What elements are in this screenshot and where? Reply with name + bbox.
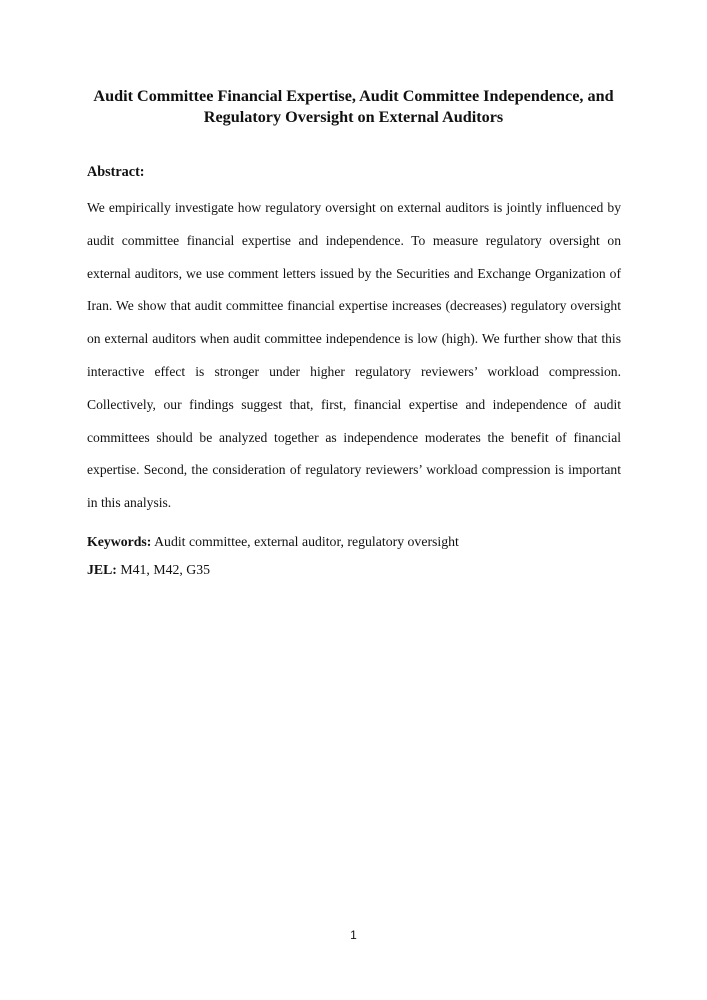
keywords-line — [87, 533, 459, 551]
keywords-label: Keywords: — [87, 534, 152, 549]
abstract-heading: Abstract: — [87, 164, 145, 180]
jel-line — [87, 561, 210, 579]
jel-label: JEL: — [87, 562, 117, 577]
page-number: 1 — [350, 928, 357, 942]
paper-title: Audit Committee Financial Expertise, Audit Committee Independence, and Regulatory Oversight on External Auditors — [93, 87, 614, 126]
keywords-text: Audit committee, external auditor, regulatory oversight — [151, 534, 459, 549]
jel-text: M41, M42, G35 — [116, 562, 211, 577]
abstract-text: We empirically investigate how regulatory oversight on external auditors is jointly influenced by audit committee financial expertise and independence. To measure regulatory oversight on external auditors, we use comment letters issued by the Securities and Exchange Organization of Iran. We show that audit committee financial expertise increases (decreases) regulatory oversight on external auditors when audit committee independence is low (high). We further show that this interactive effect is stronger under higher regulatory reviewers’ workload compression. Collectively, our findings suggest that, first, financial expertise and independence of audit committees should be analyzed together as independence moderates the benefit of financial expertise. Second, the consideration of regulatory reviewers’ workload compression is important in this analysis. — [87, 200, 621, 511]
